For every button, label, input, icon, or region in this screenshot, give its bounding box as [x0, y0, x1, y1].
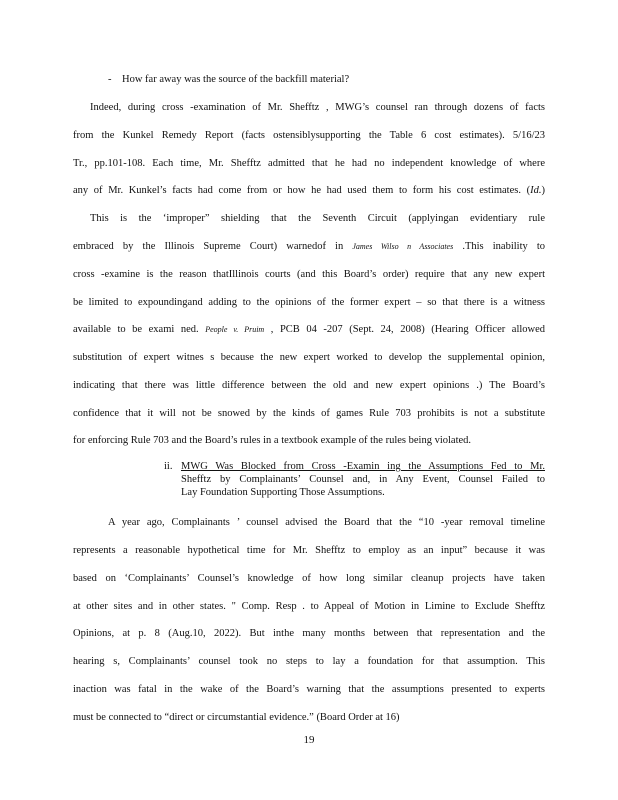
heading-line-2: Shefftz by Complainants’ Counsel and, in Any Event, Counsel Failed to — [181, 474, 545, 485]
para3-line-1: A year ago, Complainants ’ counsel advised the Board that the “10 -year removal timeline — [108, 517, 545, 528]
para3-line-5: Opinions, at p. 8 (Aug.10, 2022). But inthe many months between that representation and the — [73, 628, 545, 639]
para3-line-2: represents a reasonable hypothetical time for Mr. Shefftz to employ as an input” because it was — [73, 545, 545, 556]
para2-line-5a: available to be exami ned. — [73, 324, 199, 335]
bullet-marker: - — [108, 74, 112, 85]
para2-line-7: indicating that there was little difference between the old and new expert opinions .) The Board’s — [73, 380, 545, 391]
para2-line-5b: , PCB 04 -207 (Sept. 24, 2008) (Hearing Officer allowed — [270, 324, 546, 335]
para3-line-4: at other sites and in other states. " Comp. Resp . to Appeal of Motion in Limine to Exclude Shefftz — [73, 601, 545, 612]
para1-line-2: from the Kunkel Remedy Report (facts ostensiblysupporting the Table 6 cost estimates). 5/16/23 — [73, 130, 545, 141]
para1-citation: (Id.) — [526, 185, 546, 196]
bullet-item — [108, 73, 408, 86]
para1-line-3: Tr., pp.101-108. Each time, Mr. Shefftz admitted that he had no independent knowledge of where — [73, 158, 545, 169]
para3-line-8: must be connected to “direct or circumstantial evidence.” (Board Order at 16) — [73, 712, 400, 723]
para2-line-6: substitution of expert witnes s because the new expert worked to develop the supplemental opinion, — [73, 352, 545, 363]
case-name-james-wilson: James Wilso n Associates — [352, 242, 454, 251]
citation-id: Id. — [530, 185, 542, 196]
para2-line-5 — [73, 323, 545, 336]
para2-line-4: be limited to expoundingand adding to the opinions of the former expert – so that there is a witness — [73, 297, 545, 308]
para2-line-3: cross -examine is the reason thatIllinois courts (and this Board’s order) require that any new expert — [73, 269, 545, 280]
page-number: 19 — [303, 734, 315, 746]
para1-line-1: Indeed, during cross -examination of Mr. Shefftz , MWG’s counsel ran through dozens of facts — [90, 102, 545, 113]
para1-line-4 — [73, 184, 545, 197]
para2-line-2a: embraced by the Illinois Supreme Court) warnedof in — [73, 241, 344, 252]
para2-line-2b: .This inability to — [462, 241, 546, 252]
para2-line-1: This is the ‘improper” shielding that the Seventh Circuit (applyingan evidentiary rule — [90, 213, 545, 224]
bullet-text: How far away was the source of the backfill material? — [122, 74, 350, 85]
para3-line-3: based on ‘Complainants’ Counsel’s knowledge of how long similar cleanup projects have taken — [73, 573, 545, 584]
para3-line-7: inaction was fatal in the wake of the Board’s warning that the assumptions presented to experts — [73, 684, 545, 695]
heading-line-3: Lay Foundation Supporting Those Assumptions. — [181, 487, 385, 498]
section-heading — [164, 461, 545, 501]
case-name-people-v-pruim: People v. Pruim — [205, 325, 265, 334]
para2-line-9: for enforcing Rule 703 and the Board’s rules in a textbook example of the rules being violated. — [73, 435, 472, 446]
para1-line-4-text: any of Mr. Kunkel’s facts had come from or how he had used them to form his cost estimates. — [73, 185, 521, 196]
para2-line-8: confidence that it will not be snowed by the kinds of games Rule 703 prohibits is not a substitute — [73, 408, 545, 419]
para2-line-2 — [73, 240, 545, 253]
para3-line-6: hearing s, Complainants’ counsel took no steps to lay a foundation for that assumption. This — [73, 656, 545, 667]
heading-line-1: MWG Was Blocked from Cross -Examin ing the Assumptions Fed to Mr. — [181, 461, 545, 472]
section-number: ii. — [164, 461, 173, 472]
